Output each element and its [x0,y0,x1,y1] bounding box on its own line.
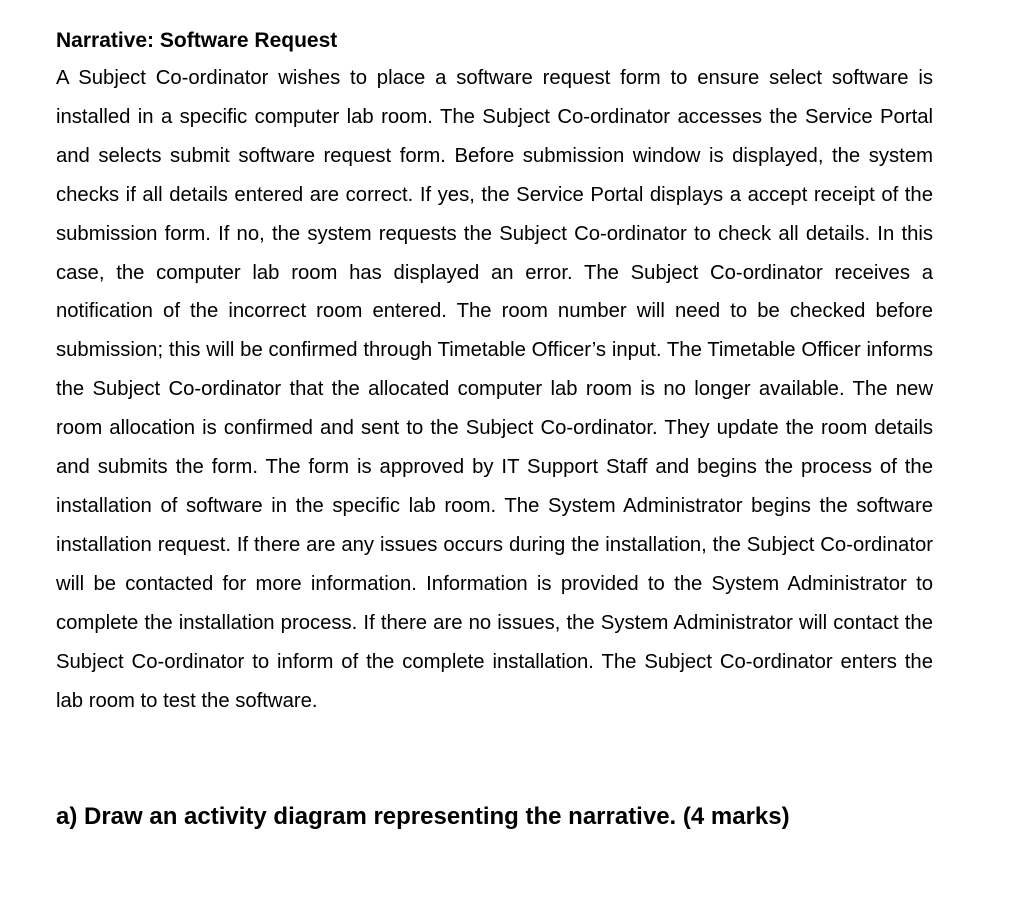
question-a: a) Draw an activity diagram representing the narrative. (4 marks) [56,803,790,830]
narrative-paragraph: A Subject Co-ordinator wishes to place a software request form to ensure select software is installed in a specific computer lab room. The Subject Co-ordinator accesses the Service Portal and selects submit software request form. Before submission window is displayed, the system checks if all details entered are correct. If yes, the Service Portal displays a accept receipt of the submission form. If no, the system requests the Subject Co-ordinator to check all details. In this case, the computer lab room has displayed an error. The Subject Co-ordinator receives a notification of the incorrect room entered. The room number will need to be checked before submission; this will be confirmed through Timetable Officer’s input. The Timetable Officer informs the Subject Co-ordinator that the allocated computer lab room is no longer available. The new room allocation is confirmed and sent to the Subject Co-ordinator. They update the room details and submits the form. The form is approved by IT Support Staff and begins the process of the installation of software in the specific lab room. The System Administrator begins the software installation request. If there are any issues occurs during the installation, the Subject Co-ordinator will be contacted for more information. Information is provided to the System Administrator to complete the installation process. If there are no issues, the System Administrator will contact the Subject Co-ordinator to inform of the complete installation. The Subject Co-ordinator enters the lab room to test the software. [56,67,933,712]
narrative-heading: Narrative: Software Request [56,29,338,52]
